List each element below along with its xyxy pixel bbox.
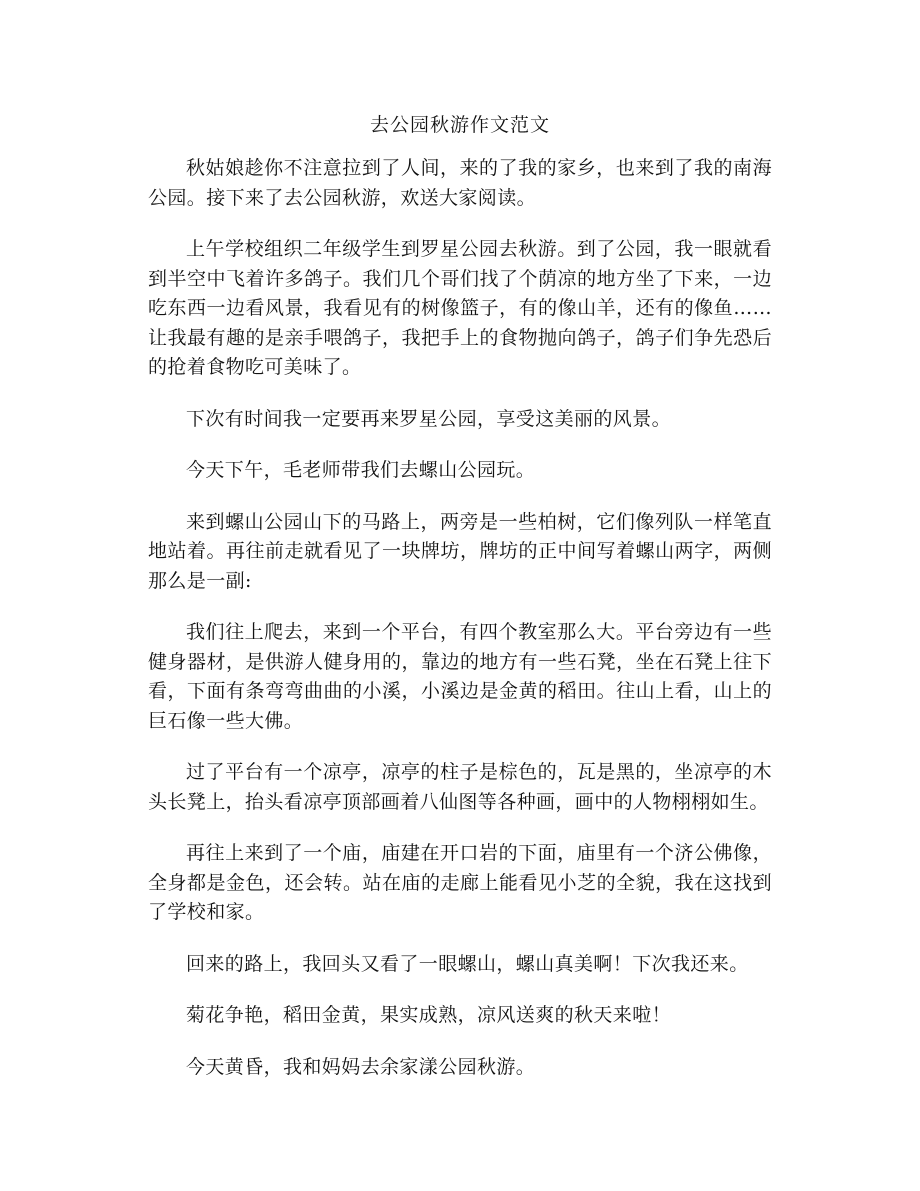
- paragraph: 菊花争艳，稻田金黄，果实成熟，凉风送爽的秋天来啦！: [186, 1004, 672, 1026]
- paragraph: 过了平台有一个凉亭，凉亭的柱子是棕色的，瓦是黑的，坐凉亭的木头长凳上，抬头看凉亭顶部画着八仙图等各种画，画中的人物栩栩如生。: [148, 761, 772, 813]
- paragraph: 今天黄昏，我和妈妈去余家漾公园秋游。: [186, 1055, 536, 1078]
- paragraph: 下次有时间我一定要再来罗星公园，享受这美丽的风景。: [186, 407, 672, 430]
- paragraph: 来到螺山公园山下的马路上，两旁是一些柏树，它们像列队一样笔直地站着。再往前走就看见了一块牌坊，牌坊的正中间写着螺山两字，两侧那么是一副:: [148, 510, 772, 592]
- paragraph: 我们往上爬去，来到一个平台，有四个教室那么大。平台旁边有一些健身器材，是供游人健身用的，靠边的地方有一些石凳，坐在石凳上往下看，下面有条弯弯曲曲的小溪，小溪边是金黄的稻田。往山上看，山上的巨石像一些大佛。: [148, 621, 772, 732]
- paragraph: 回来的路上，我回头又看了一眼螺山，螺山真美啊！下次我还来。: [186, 952, 749, 975]
- document-body: [148, 154, 772, 1104]
- document-title: 去公园秋游作文范文: [369, 114, 550, 136]
- paragraph: 上午学校组织二年级学生到罗星公园去秋游。到了公园，我一眼就看到半空中飞着许多鸽子。我们几个哥们找了个荫凉的地方坐了下来，一边吃东西一边看风景，我看见有的树像篮子，有的像山羊，还有的像鱼……让我最有趣的是亲手喂鸽子，我把手上的食物抛向鸽子，鸽子们争先恐后的抢着食物吃可美味了。: [148, 238, 772, 378]
- paragraph: 再往上来到了一个庙，庙建在开口岩的下面，庙里有一个济公佛像，全身都是金色，还会转。站在庙的走廊上能看见小芝的全貌，我在这找到了学校和家。: [148, 842, 772, 923]
- paragraph: 秋姑娘趁你不注意拉到了人间，来的了我的家乡，也来到了我的南海公园。接下来了去公园秋游，欢送大家阅读。: [148, 157, 772, 209]
- paragraph: 今天下午，毛老师带我们去螺山公园玩。: [186, 459, 536, 481]
